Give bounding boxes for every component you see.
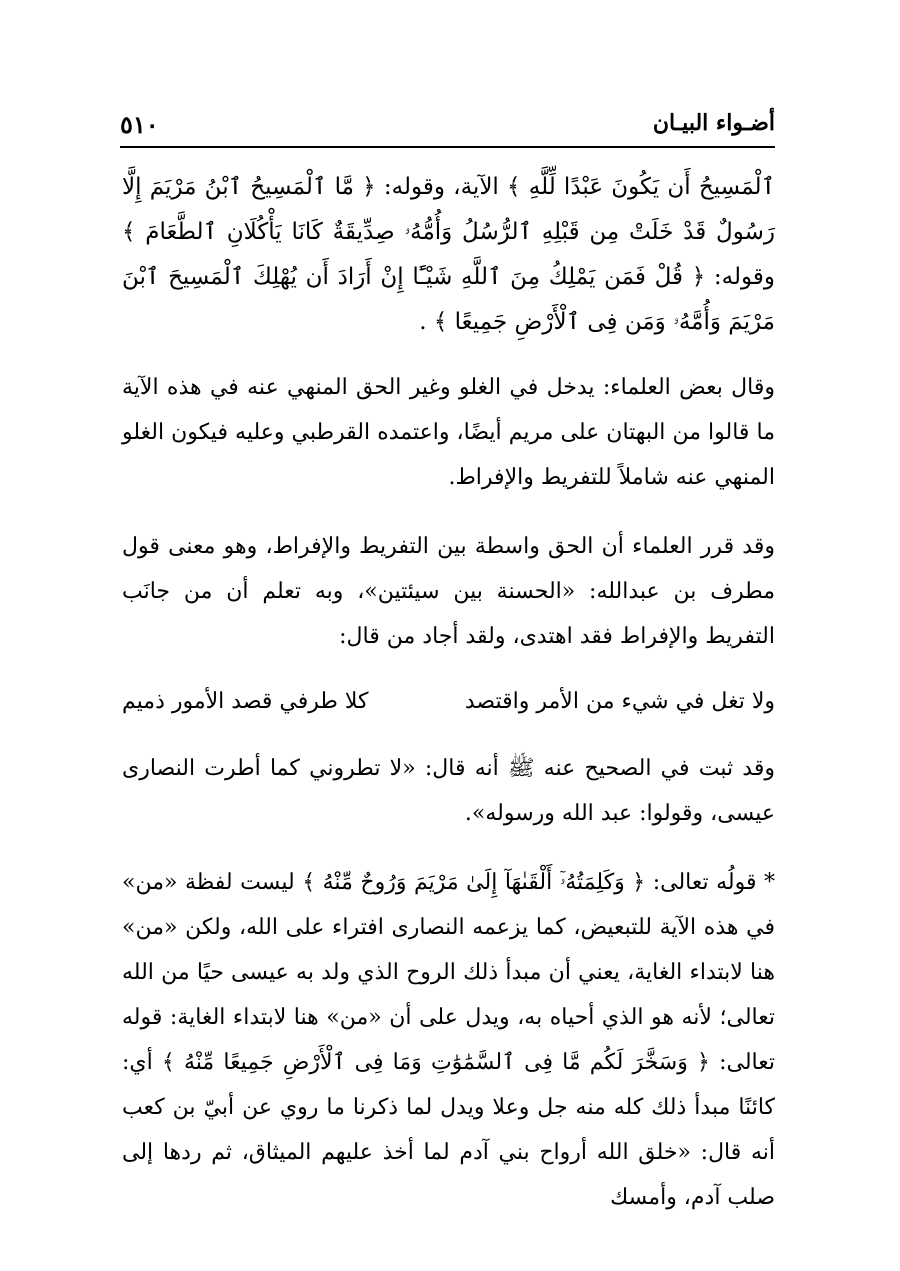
paragraph-quran-verses: ٱلْمَسِيحُ أَن يَكُونَ عَبْدًا لِّلَّهِ ﴾ الآية، وقوله: ﴿ مَّا ٱلْمَسِيحُ ٱبْنُ مَرْيَمَ إِلَّا رَسُولٌ قَدْ خَلَتْ مِن قَبْلِهِ ٱلرُّسُلُ وَأُمُّهُۥ صِدِّيقَةٌ كَانَا يَأْكُلَانِ ٱلطَّعَامَ ﴾ وقوله: ﴿ قُلْ فَمَن يَمْلِكُ مِنَ ٱللَّهِ شَيْـًٔا إِنْ أَرَادَ أَن يُهْلِكَ ٱلْمَسِيحَ ٱبْنَ مَرْيَمَ وَأُمَّهُۥ وَمَن فِى ٱلْأَرْضِ جَمِيعًا ﴾ . <box>122 174 775 335</box>
paragraph-verse-commentary: * قولُه تعالى: ﴿ وَكَلِمَتُهُۥٓ أَلْقَىٰهَآ إِلَىٰ مَرْيَمَ وَرُوحٌ مِّنْهُ ﴾ ليست لفظة «من» في هذه الآية للتبعيض، كما يزعمه النصارى افتراء على الله، ولكن «من» هنا لابتداء الغاية، يعني أن مبدأ ذلك الروح الذي ولد به عيسى حيًا من الله تعالى؛ لأنه هو الذي أحياه به، ويدل على أن «من» هنا لابتداء الغاية: قوله تعالى: ﴿ وَسَخَّرَ لَكُم مَّا فِى ٱلسَّمَٰوَٰتِ وَمَا فِى ٱلْأَرْضِ جَمِيعًا مِّنْهُ ﴾ أي: كائنًا مبدأ ذلك كله منه جل وعلا ويدل لما ذكرنا ما روي عن أبيّ بن كعب أنه قال: «خلق الله أرواح بني آدم لما أخذ عليهم الميثاق، ثم ردها إلى صلب آدم، وأمسك <box>122 870 775 1210</box>
page-number: ٥١٠ <box>120 110 159 139</box>
page-body <box>122 165 775 1244</box>
paragraph-scholars-opinion: وقال بعض العلماء: يدخل في الغلو وغير الحق المنهي عنه في هذه الآية ما قالوا من البهتان على مريم أيضًا، واعتمده القرطبي وعليه فيكون الغلو المنهي عنه شاملاً للتفريط والإفراط. <box>122 375 775 490</box>
running-title: أضـواء البيـان <box>652 110 775 136</box>
paragraph-moderation: وقد قرر العلماء أن الحق واسطة بين التفريط والإفراط، وهو معنى قول مطرف بن عبدالله: «الحسنة بين سيئتين»، وبه تعلم أن من جانَب التفريط والإفراط فقد اهتدى، ولقد أجاد من قال: <box>122 534 775 649</box>
paragraph-hadith: وقد ثبت في الصحيح عنه ﷺ أنه قال: «لا تطروني كما أطرت النصارى عيسى، وقولوا: عبد الله ورسوله». <box>122 756 775 826</box>
poem-verse <box>122 679 775 724</box>
poem-hemistich-right: ولا تغل في شيء من الأمر واقتصد <box>464 689 775 714</box>
poem-hemistich-left: كلا طرفي قصد الأمور ذميم <box>122 689 369 714</box>
page-header <box>120 108 775 148</box>
